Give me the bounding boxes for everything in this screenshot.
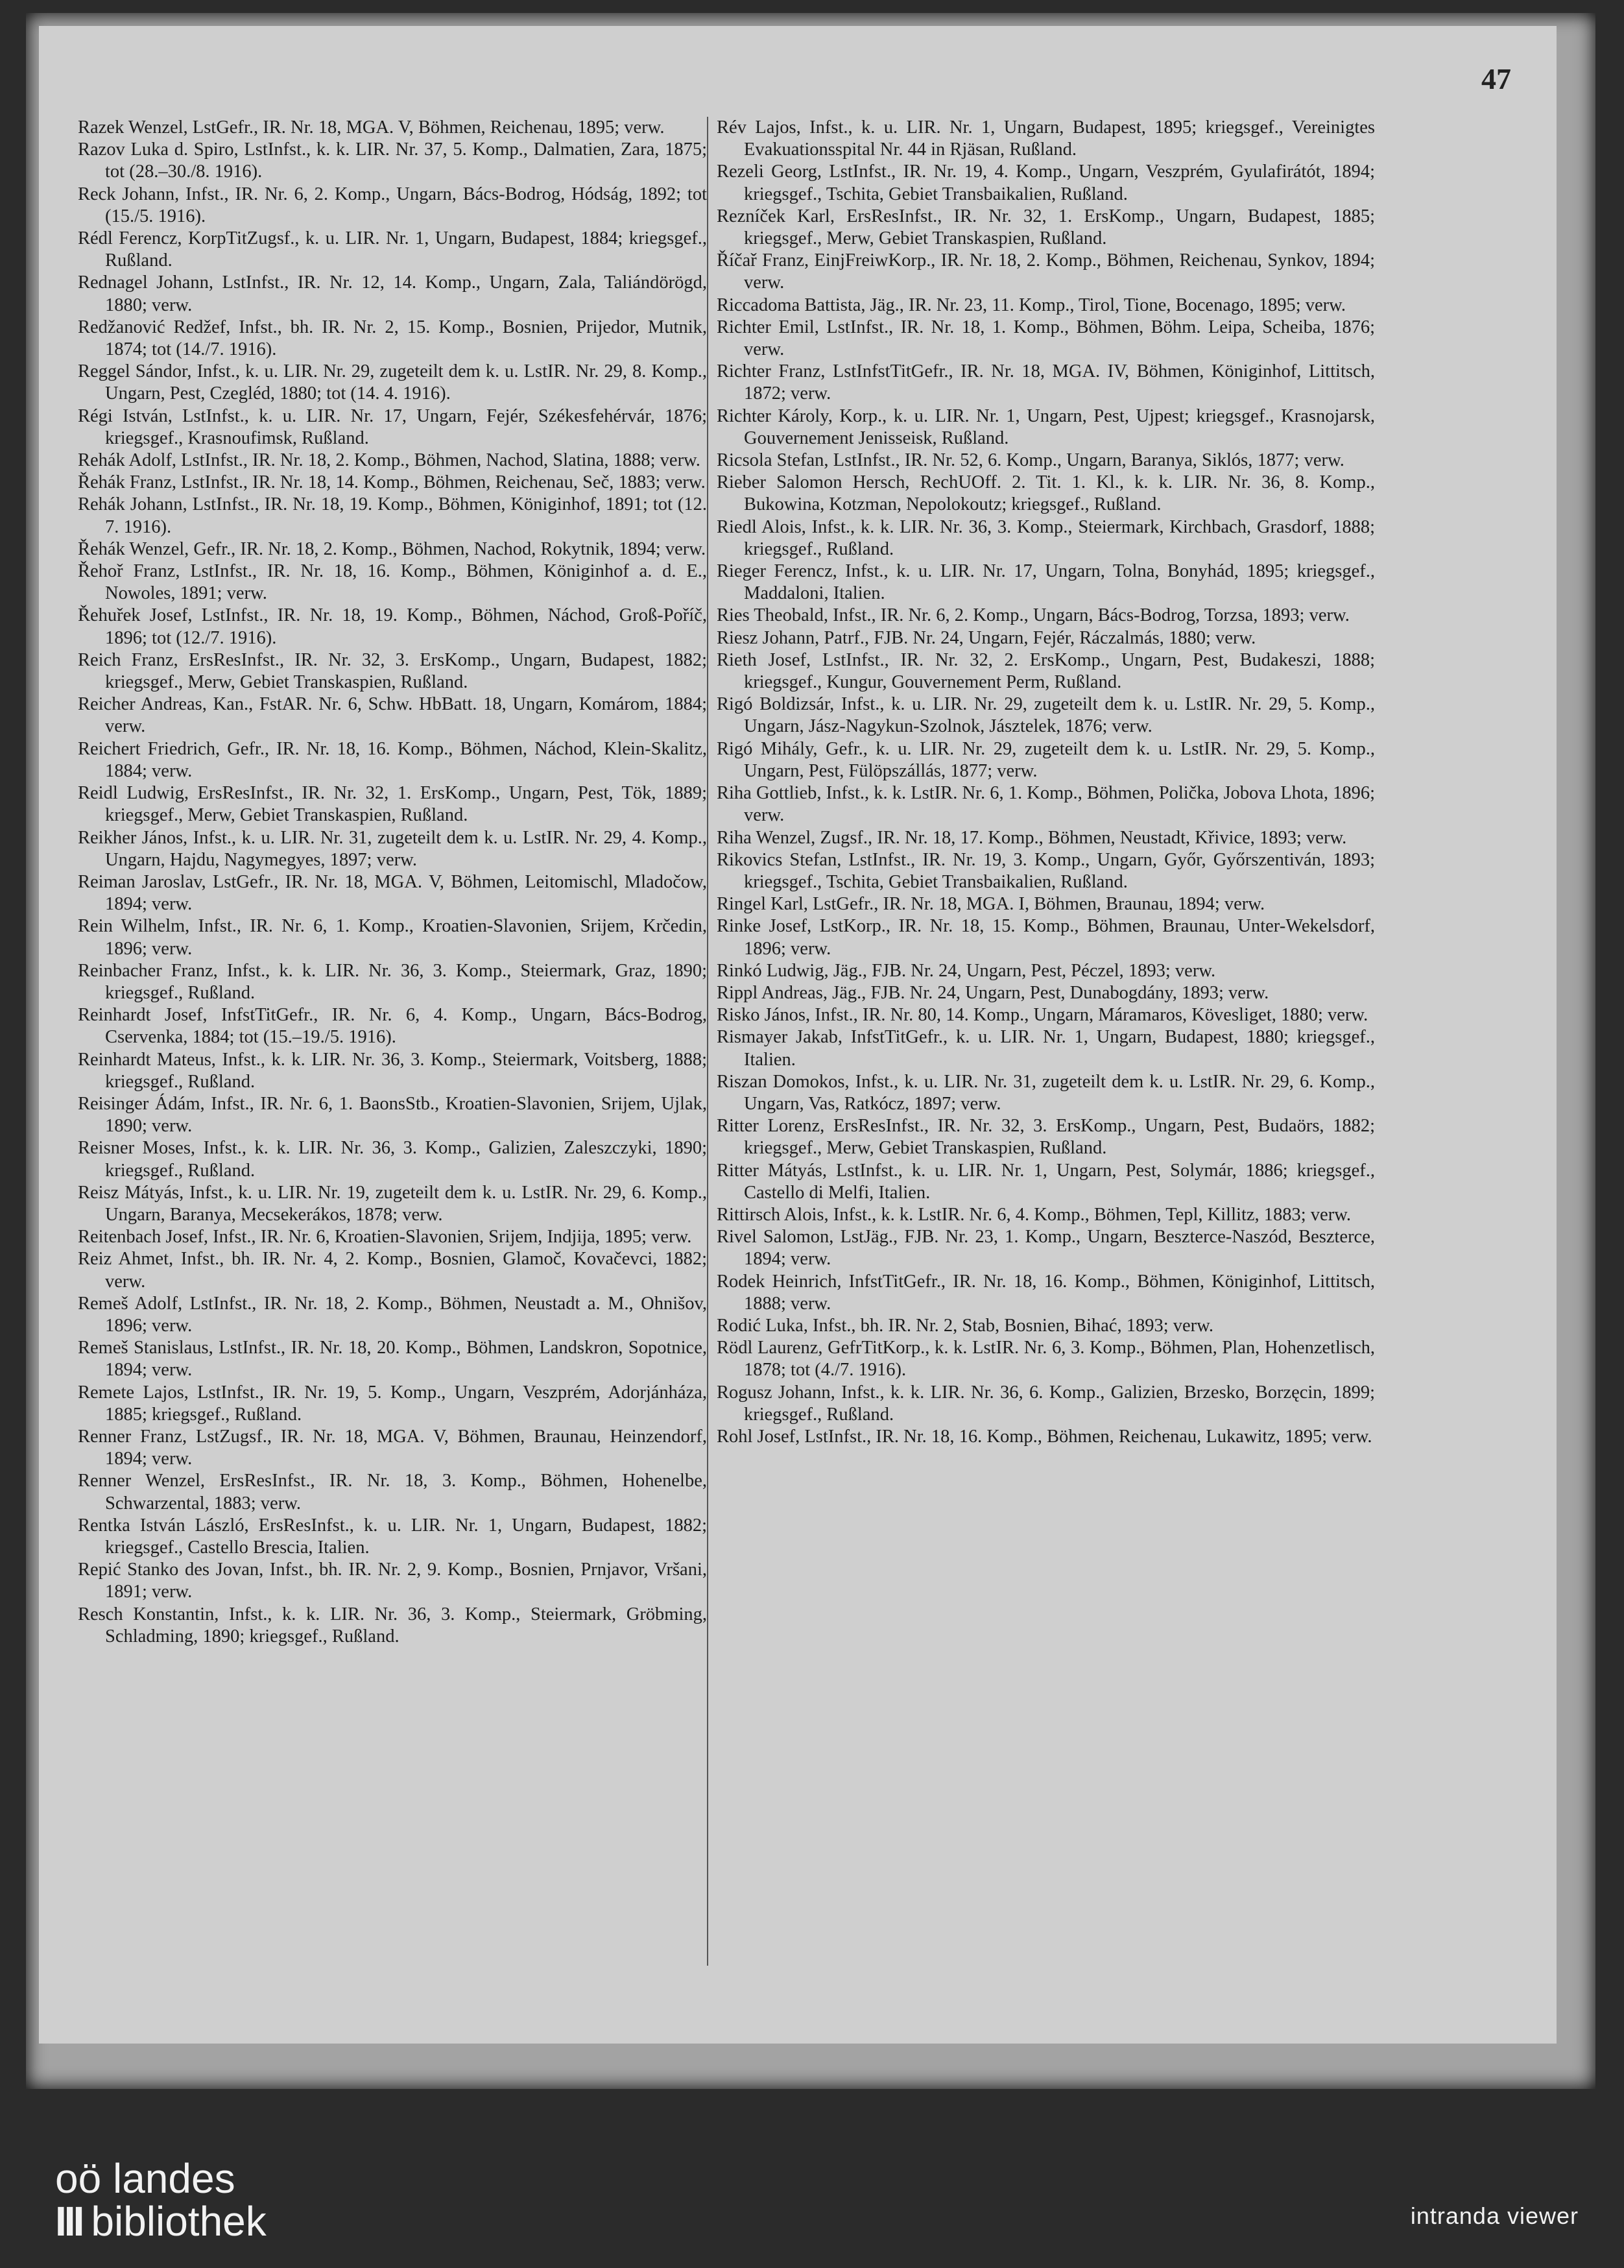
register-entry: Reisz Mátyás, Infst., k. u. LIR. Nr. 19, zugeteilt dem k. u. LstIR. Nr. 29, 6. Komp., Ungarn, Baranya, Mecsekerákos, 1878; verw. — [78, 1182, 707, 1225]
register-entry: Rogusz Johann, Infst., k. k. LIR. Nr. 36, 6. Komp., Galizien, Brzesko, Borzęcin, 1899; kriegsgef., Rußland. — [717, 1382, 1375, 1425]
viewer-brand[interactable]: intranda viewer — [1410, 2202, 1579, 2229]
register-entry: Reicher Andreas, Kan., FstAR. Nr. 6, Schw. HbBatt. 18, Ungarn, Komárom, 1884; verw. — [78, 694, 707, 737]
register-entry: Razov Luka d. Spiro, LstInfst., k. k. LIR. Nr. 37, 5. Komp., Dalmatien, Zara, 1875; tot (28.–30./8. 1916). — [78, 139, 707, 182]
register-entry: Rikovics Stefan, LstInfst., IR. Nr. 19, 3. Komp., Ungarn, Győr, Győrszentiván, 1893; kriegsgef., Tschita, Gebiet Transbaikalien, Rußland. — [717, 849, 1375, 892]
register-entry: Ringel Karl, LstGefr., IR. Nr. 18, MGA. I, Böhmen, Braunau, 1894; verw. — [717, 894, 1265, 915]
register-entry: Rinke Josef, LstKorp., IR. Nr. 18, 15. Komp., Böhmen, Braunau, Unter-Wekelsdorf, 1896; verw. — [717, 916, 1375, 959]
register-entry: Reichert Friedrich, Gefr., IR. Nr. 18, 16. Komp., Böhmen, Náchod, Klein-Skalitz, 1884; verw. — [78, 738, 707, 781]
register-entry: Richter Emil, LstInfst., IR. Nr. 18, 1. Komp., Böhmen, Böhm. Leipa, Scheiba, 1876; verw. — [717, 317, 1375, 360]
library-logo[interactable] — [55, 2157, 267, 2243]
register-entry: Reggel Sándor, Infst., k. u. LIR. Nr. 29, zugeteilt dem k. u. LstIR. Nr. 29, 8. Komp., Ungarn, Pest, Czegléd, 1880; tot (14. 4. 1916). — [78, 361, 707, 404]
register-entry: Resch Konstantin, Infst., k. k. LIR. Nr. 36, 3. Komp., Steiermark, Gröbming, Schladming, 1890; kriegsgef., Rußland. — [78, 1604, 707, 1647]
register-entry: Reinhardt Mateus, Infst., k. k. LIR. Nr. 36, 3. Komp., Steiermark, Voitsberg, 1888; kriegsgef., Rußland. — [78, 1049, 707, 1092]
register-entry: Reidl Ludwig, ErsResInfst., IR. Nr. 32, 1. ErsKomp., Ungarn, Pest, Tök, 1889; kriegsgef., Merw, Gebiet Transkaspien, Rußland. — [78, 783, 707, 826]
register-entry: Rivel Salomon, LstJäg., FJB. Nr. 23, 1. Komp., Ungarn, Beszterce-Naszód, Beszterce, 1894; verw. — [717, 1227, 1375, 1270]
register-entry: Risko János, Infst., IR. Nr. 80, 14. Komp., Ungarn, Máramaros, Kövesliget, 1880; verw. — [717, 1005, 1368, 1026]
register-entry: Reiz Ahmet, Infst., bh. IR. Nr. 4, 2. Komp., Bosnien, Glamoč, Kovačevci, 1882; verw. — [78, 1249, 707, 1292]
register-entry: Řehuřek Josef, LstInfst., IR. Nr. 18, 19. Komp., Böhmen, Náchod, Groß-Poříč, 1896; tot (12./7. 1916). — [78, 605, 707, 648]
document-page — [39, 26, 1557, 2044]
register-entry: Ritter Mátyás, LstInfst., k. u. LIR. Nr. 1, Ungarn, Pest, Solymár, 1886; kriegsgef., Castello di Melfi, Italien. — [717, 1160, 1375, 1203]
register-entry: Reinhardt Josef, InfstTitGefr., IR. Nr. 6, 4. Komp., Ungarn, Bács-Bodrog, Cservenka, 1884; tot (15.–19./5. 1916). — [78, 1005, 707, 1048]
register-entry: Rippl Andreas, Jäg., FJB. Nr. 24, Ungarn, Pest, Dunabogdány, 1893; verw. — [717, 982, 1269, 1003]
register-entry: Rodić Luka, Infst., bh. IR. Nr. 2, Stab, Bosnien, Bihać, 1893; verw. — [717, 1315, 1213, 1336]
register-entry: Reinbacher Franz, Infst., k. k. LIR. Nr. 36, 3. Komp., Steiermark, Graz, 1890; kriegsgef., Rußland. — [78, 960, 707, 1003]
register-entry: Řehoř Franz, LstInfst., IR. Nr. 18, 16. Komp., Böhmen, Königinhof a. d. E., Nowoles, 1891; verw. — [78, 561, 707, 604]
register-entry: Riha Gottlieb, Infst., k. k. LstIR. Nr. 6, 1. Komp., Böhmen, Polička, Jobova Lhota, 1896; verw. — [717, 783, 1375, 826]
register-entry: Rentka István László, ErsResInfst., k. u. LIR. Nr. 1, Ungarn, Budapest, 1882; kriegsgef., Castello Brescia, Italien. — [78, 1515, 707, 1558]
register-entry: Reisinger Ádám, Infst., IR. Nr. 6, 1. BaonsStb., Kroatien-Slavonien, Srijem, Ujlak, 1890; verw. — [78, 1093, 707, 1137]
register-entry: Reisner Moses, Infst., k. k. LIR. Nr. 36, 3. Komp., Galizien, Zaleszczyki, 1890; kriegsgef., Rußland. — [78, 1138, 707, 1181]
register-entry: Rittirsch Alois, Infst., k. k. LstIR. Nr. 6, 4. Komp., Böhmen, Tepl, Killitz, 1883; verw. — [717, 1204, 1352, 1225]
register-entry: Reich Franz, ErsResInfst., IR. Nr. 32, 3. ErsKomp., Ungarn, Budapest, 1882; kriegsgef., Merw, Gebiet Transkaspien, Rußland. — [78, 649, 707, 693]
register-entry: Riesz Johann, Patrf., FJB. Nr. 24, Ungarn, Fejér, Ráczalmás, 1880; verw. — [717, 627, 1256, 648]
logo-bars-icon: III — [55, 2198, 82, 2245]
register-entry: Řehák Franz, LstInfst., IR. Nr. 18, 14. Komp., Böhmen, Reichenau, Seč, 1883; verw. — [78, 472, 706, 493]
register-entry: Ritter Lorenz, ErsResInfst., IR. Nr. 32, 3. ErsKomp., Ungarn, Pest, Budaörs, 1882; kriegsgef., Merw, Gebiet Transkaspien, Rußland. — [717, 1116, 1375, 1159]
register-entry: Redžanović Redžef, Infst., bh. IR. Nr. 2, 15. Komp., Bosnien, Prijedor, Mutnik, 1874; tot (14./7. 1916). — [78, 317, 707, 360]
register-entry: Rezeli Georg, LstInfst., IR. Nr. 19, 4. Komp., Ungarn, Veszprém, Gyulafirátót, 1894; kriegsgef., Tschita, Gebiet Transbaikalien, Rußland. — [717, 162, 1375, 204]
register-entry: Rein Wilhelm, Infst., IR. Nr. 6, 1. Komp., Kroatien-Slavonien, Srijem, Krčedin, 1896; verw. — [78, 916, 707, 959]
register-entry: Riszan Domokos, Infst., k. u. LIR. Nr. 31, zugeteilt dem k. u. LstIR. Nr. 29, 6. Komp., Ungarn, Vas, Ratkócz, 1897; verw. — [717, 1071, 1375, 1114]
left-column — [78, 117, 707, 1648]
register-entry: Razek Wenzel, LstGefr., IR. Nr. 18, MGA. V, Böhmen, Reichenau, 1895; verw. — [78, 117, 665, 138]
register-entry: Reitenbach Josef, Infst., IR. Nr. 6, Kroatien-Slavonien, Srijem, Indjija, 1895; verw. — [78, 1227, 692, 1248]
column-divider — [707, 117, 708, 1966]
register-entry: Riha Wenzel, Zugsf., IR. Nr. 18, 17. Komp., Böhmen, Neustadt, Křivice, 1893; verw. — [717, 827, 1347, 848]
register-entry: Reiman Jaroslav, LstGefr., IR. Nr. 18, MGA. V, Böhmen, Leitomischl, Mladočow, 1894; verw. — [78, 871, 707, 915]
logo-line-2-text: bibliothek — [91, 2198, 267, 2245]
register-entry: Rieger Ferencz, Infst., k. u. LIR. Nr. 17, Ungarn, Tolna, Bonyhád, 1895; kriegsgef., Maddaloni, Italien. — [717, 561, 1375, 604]
logo-line-2 — [55, 2200, 267, 2243]
register-entry: Rezníček Karl, ErsResInfst., IR. Nr. 32, 1. ErsKomp., Ungarn, Budapest, 1885; kriegsgef., Merw, Gebiet Transkaspien, Rußland. — [717, 206, 1375, 249]
register-entry: Reikher János, Infst., k. u. LIR. Nr. 31, zugeteilt dem k. u. LstIR. Nr. 29, 4. Komp., Ungarn, Hajdu, Nagymegyes, 1897; verw. — [78, 827, 707, 870]
page-number: 47 — [1481, 62, 1511, 95]
register-entry: Remeš Stanislaus, LstInfst., IR. Nr. 18, 20. Komp., Böhmen, Landskron, Sopotnice, 1894; verw. — [78, 1338, 707, 1381]
register-entry: Rieber Salomon Hersch, RechUOff. 2. Tit. 1. Kl., k. k. LIR. Nr. 36, 8. Komp., Bukowina, Kotzman, Nepolokoutz; kriegsgef., Rußland. — [717, 472, 1375, 515]
logo-line-1: oö landes — [55, 2155, 235, 2202]
register-entry: Remeš Adolf, LstInfst., IR. Nr. 18, 2. Komp., Böhmen, Neustadt a. M., Ohnišov, 1896; verw. — [78, 1293, 707, 1336]
register-entry: Řehák Wenzel, Gefr., IR. Nr. 18, 2. Komp., Böhmen, Nachod, Rokytnik, 1894; verw. — [78, 538, 706, 559]
register-entry: Rigó Mihály, Gefr., k. u. LIR. Nr. 29, zugeteilt dem k. u. LstIR. Nr. 29, 5. Komp., Ungarn, Pest, Fülöpszállás, 1877; verw. — [717, 738, 1375, 781]
register-entry: Renner Franz, LstZugsf., IR. Nr. 18, MGA. V, Böhmen, Braunau, Heinzendorf, 1894; verw. — [78, 1426, 707, 1469]
right-column — [717, 117, 1375, 1448]
register-entry: Riccadoma Battista, Jäg., IR. Nr. 23, 11. Komp., Tirol, Tione, Bocenago, 1895; verw. — [717, 295, 1346, 315]
register-entry: Ries Theobald, Infst., IR. Nr. 6, 2. Komp., Ungarn, Bács-Bodrog, Torzsa, 1893; verw. — [717, 605, 1350, 626]
register-entry: Riedl Alois, Infst., k. k. LIR. Nr. 36, 3. Komp., Steiermark, Kirchbach, Grasdorf, 1888; kriegsgef., Rußland. — [717, 516, 1375, 559]
register-entry: Rednagel Johann, LstInfst., IR. Nr. 12, 14. Komp., Ungarn, Zala, Taliándörögd, 1880; verw. — [78, 272, 707, 315]
register-entry: Rigó Boldizsár, Infst., k. u. LIR. Nr. 29, zugeteilt dem k. u. LstIR. Nr. 29, 5. Komp., Ungarn, Jász-Nagykun-Szolnok, Jásztelek, 1876; verw. — [717, 694, 1375, 737]
register-entry: Rédl Ferencz, KorpTitZugsf., k. u. LIR. Nr. 1, Ungarn, Budapest, 1884; kriegsgef., Rußland. — [78, 228, 707, 271]
register-entry: Rismayer Jakab, InfstTitGefr., k. u. LIR. Nr. 1, Ungarn, Budapest, 1880; kriegsgef., Italien. — [717, 1027, 1375, 1070]
register-entry: Ricsola Stefan, LstInfst., IR. Nr. 52, 6. Komp., Ungarn, Baranya, Siklós, 1877; verw. — [717, 450, 1344, 471]
register-entry: Rodek Heinrich, InfstTitGefr., IR. Nr. 18, 16. Komp., Böhmen, Königinhof, Littitsch, 1888; verw. — [717, 1271, 1375, 1314]
register-entry: Rieth Josef, LstInfst., IR. Nr. 32, 2. ErsKomp., Ungarn, Pest, Budakeszi, 1888; kriegsgef., Kungur, Gouvernement Perm, Rußland. — [717, 649, 1375, 693]
register-entry: Rév Lajos, Infst., k. u. LIR. Nr. 1, Ungarn, Budapest, 1895; kriegsgef., Vereinigtes Evakuationsspital Nr. 44 in Rjäsan, Rußland. — [717, 117, 1375, 160]
register-entry: Rohl Josef, LstInfst., IR. Nr. 18, 16. Komp., Böhmen, Reichenau, Lukawitz, 1895; verw. — [717, 1426, 1372, 1447]
register-entry: Richter Károly, Korp., k. u. LIR. Nr. 1, Ungarn, Pest, Ujpest; kriegsgef., Krasnojarsk, Gouvernement Jenisseisk, Rußland. — [717, 405, 1375, 448]
register-entry: Renner Wenzel, ErsResInfst., IR. Nr. 18, 3. Komp., Böhmen, Hohenelbe, Schwarzental, 1883; verw. — [78, 1471, 707, 1514]
register-entry: Rödl Laurenz, GefrTitKorp., k. k. LstIR. Nr. 6, 3. Komp., Böhmen, Plan, Hohenzetlisch, 1878; tot (4./7. 1916). — [717, 1338, 1375, 1381]
register-entry: Remete Lajos, LstInfst., IR. Nr. 19, 5. Komp., Ungarn, Veszprém, Adorjánháza, 1885; kriegsgef., Rußland. — [78, 1382, 707, 1425]
register-entry: Rehák Johann, LstInfst., IR. Nr. 18, 19. Komp., Böhmen, Königinhof, 1891; tot (12. 7. 1916). — [78, 494, 707, 537]
register-entry: Reck Johann, Infst., IR. Nr. 6, 2. Komp., Ungarn, Bács-Bodrog, Hódság, 1892; tot (15./5. 1916). — [78, 184, 707, 226]
register-entry: Říčař Franz, EinjFreiwKorp., IR. Nr. 18, 2. Komp., Böhmen, Reichenau, Synkov, 1894; verw. — [717, 250, 1375, 293]
register-entry: Rinkó Ludwig, Jäg., FJB. Nr. 24, Ungarn, Pest, Péczel, 1893; verw. — [717, 960, 1216, 981]
register-entry: Régi István, LstInfst., k. u. LIR. Nr. 17, Ungarn, Fejér, Székesfehérvár, 1876; kriegsgef., Krasnoufimsk, Rußland. — [78, 405, 707, 448]
register-entry: Richter Franz, LstInfstTitGefr., IR. Nr. 18, MGA. IV, Böhmen, Königinhof, Littitsch, 1872; verw. — [717, 361, 1375, 404]
register-entry: Repić Stanko des Jovan, Infst., bh. IR. Nr. 2, 9. Komp., Bosnien, Prnjavor, Vršani, 1891; verw. — [78, 1560, 707, 1602]
register-entry: Rehák Adolf, LstInfst., IR. Nr. 18, 2. Komp., Böhmen, Nachod, Slatina, 1888; verw. — [78, 450, 700, 471]
